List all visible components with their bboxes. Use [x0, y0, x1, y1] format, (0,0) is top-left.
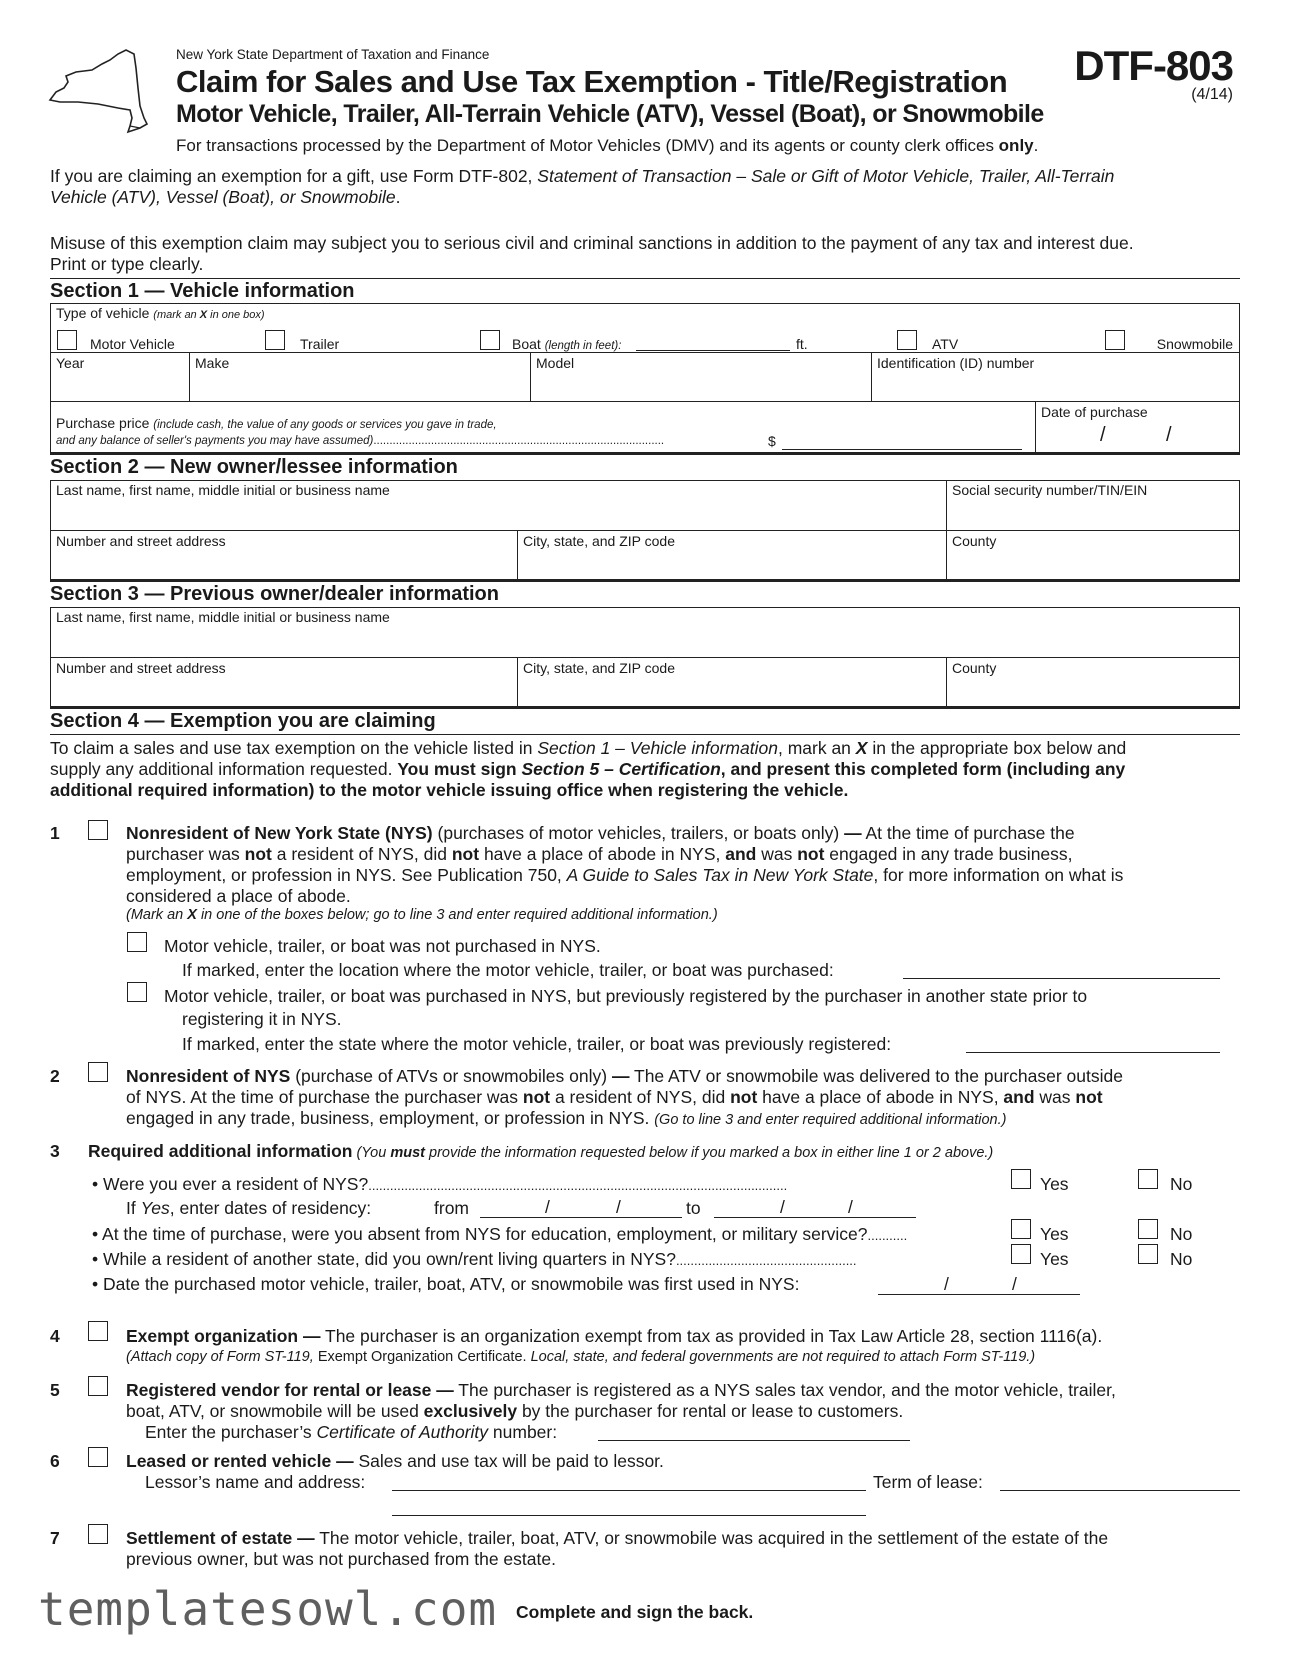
prev-owner-city-label: City, state, and ZIP code	[523, 660, 676, 676]
new-owner-name-label: Last name, first name, middle initial or business name	[56, 482, 390, 498]
line-1-text: Nonresident of New York State (NYS) (purchases of motor vehicles, trailers, or boats only) — At the time of purchase the purchaser was not a resident of NYS, did not have a place of abode in NYS, and was not engaged in any trade business, employment, or profession in NYS. See Publication 750, A Guide to Sales Tax in New York State, for more information on what is considered a place of abode.	[126, 823, 1124, 906]
purchase-price-hint: and any balance of seller's payments you may have assumed)...........................................................................................	[56, 435, 665, 447]
make-field[interactable]	[189, 352, 531, 402]
line-1-option-1-sub: If marked, enter the location where the motor vehicle, trailer, or boat was purchased:	[182, 960, 834, 980]
from-slash-2: /	[616, 1197, 621, 1217]
misuse-warning: Misuse of this exemption claim may subject you to serious civil and criminal sanctions in addition to the payment of any tax and interest due. Print or type clearly.	[50, 233, 1134, 274]
line-4-checkbox[interactable]	[88, 1321, 108, 1341]
new-owner-ssn-label: Social security number/TIN/EIN	[952, 482, 1148, 498]
residency-to-field[interactable]	[714, 1217, 916, 1218]
q3-no-checkbox[interactable]	[1138, 1244, 1158, 1264]
q2-text: • At the time of purchase, were you absent from NYS for education, employment, or military service?...........	[92, 1224, 908, 1244]
q4-text: • Date the purchased motor vehicle, trailer, boat, ATV, or snowmobile was first used in NYS:	[92, 1274, 800, 1294]
term-of-lease-label: Term of lease:	[873, 1472, 983, 1492]
line-6-number: 6	[50, 1451, 60, 1471]
section-2-title: Section 2 — New owner/lessee information	[50, 456, 458, 478]
q3-text: • While a resident of another state, did you own/rent living quarters in NYS?..................................................	[92, 1249, 857, 1269]
section-3-title: Section 3 — Previous owner/dealer information	[50, 583, 499, 605]
from-label: from	[434, 1198, 469, 1218]
form-title: Claim for Sales and Use Tax Exemption - Title/Registration	[176, 64, 1008, 99]
line-5-checkbox[interactable]	[88, 1376, 108, 1396]
year-label: Year	[56, 355, 85, 371]
boat-unit: ft.	[796, 336, 808, 352]
purchase-price-label: Purchase price (include cash, the value of any goods or services you gave in trade,	[56, 415, 497, 431]
line-4-number: 4	[50, 1326, 60, 1346]
to-slash-2: /	[848, 1197, 853, 1217]
form-revision: (4/14)	[1191, 86, 1233, 103]
complete-back-note: Complete and sign the back.	[516, 1602, 754, 1622]
to-label: to	[686, 1198, 701, 1218]
trailer-checkbox[interactable]	[265, 330, 285, 350]
new-owner-street-label: Number and street address	[56, 533, 226, 549]
lessor-name-address-field-2[interactable]	[392, 1515, 866, 1516]
q1-no-label: No	[1170, 1174, 1193, 1194]
boat-label: Boat (length in feet):	[512, 336, 622, 352]
lessor-label: Lessor’s name and address:	[145, 1472, 366, 1492]
line-1-number: 1	[50, 823, 60, 843]
snowmobile-label: Snowmobile	[1156, 336, 1233, 352]
first-used-slash-1: /	[944, 1274, 949, 1294]
line-2-number: 2	[50, 1066, 60, 1086]
prev-owner-county-label: County	[952, 660, 997, 676]
make-label: Make	[195, 355, 230, 371]
certificate-of-authority-field[interactable]	[598, 1440, 910, 1441]
date-slash-2: /	[1166, 424, 1172, 446]
watermark: templatesowl.com	[38, 1582, 498, 1636]
ny-state-outline-icon	[48, 48, 148, 134]
new-owner-county-label: County	[952, 533, 997, 549]
section-4-title: Section 4 — Exemption you are claiming	[50, 710, 436, 732]
residency-from-field[interactable]	[480, 1217, 682, 1218]
q3-yes-label: Yes	[1040, 1249, 1069, 1269]
line-1-option-1-checkbox[interactable]	[127, 932, 147, 952]
purchase-price-field[interactable]	[782, 449, 1022, 450]
form-subtitle: Motor Vehicle, Trailer, All-Terrain Vehicle (ATV), Vessel (Boat), or Snowmobile	[176, 100, 1044, 128]
q3-yes-checkbox[interactable]	[1011, 1244, 1031, 1264]
boat-checkbox[interactable]	[480, 330, 500, 350]
line-7-text: Settlement of estate — The motor vehicle, trailer, boat, ATV, or snowmobile was acquired in the settlement of the estate of the previous owner, but was not purchased from the estate.	[126, 1528, 1109, 1569]
motor-vehicle-label: Motor Vehicle	[90, 336, 175, 352]
line-2-text: Nonresident of NYS (purchase of ATVs or snowmobiles only) — The ATV or snowmobile was delivered to the purchaser outside of NYS. At the time of purchase the purchaser was not a resident of NYS, did not have a place of abode in NYS, and was not engaged in any trade, business, employment, or profession in NYS. (Go to line 3 and enter required additional information.)	[126, 1066, 1123, 1128]
line-5-text: Registered vendor for rental or lease — The purchaser is registered as a NYS sales tax vendor, and the motor vehicle, trailer, boat, ATV, or snowmobile will be used exclusively by the purchaser for rental or lease to customers.	[126, 1380, 1116, 1421]
line-5-coa-label: Enter the purchaser’s Certificate of Authority number:	[145, 1422, 558, 1442]
agency-name: New York State Department of Taxation and Finance	[176, 47, 490, 62]
q1-yes-label: Yes	[1040, 1174, 1069, 1194]
motor-vehicle-checkbox[interactable]	[57, 330, 77, 350]
to-slash-1: /	[780, 1197, 785, 1217]
atv-label: ATV	[932, 336, 959, 352]
line-6-text: Leased or rented vehicle — Sales and use tax will be paid to lessor.	[126, 1451, 664, 1471]
line-2-checkbox[interactable]	[88, 1062, 108, 1082]
vehicle-type-label: Type of vehicle (mark an X in one box)	[56, 305, 265, 321]
prev-owner-street-label: Number and street address	[56, 660, 226, 676]
line-7-checkbox[interactable]	[88, 1524, 108, 1544]
line-3-heading: Required additional information (You must provide the information requested below if you marked a box in either line 1 or 2 above.)	[88, 1141, 994, 1161]
snowmobile-checkbox[interactable]	[1105, 330, 1125, 350]
date-of-purchase-label: Date of purchase	[1041, 404, 1148, 420]
q1-sub-text: If Yes, enter dates of residency:	[126, 1198, 372, 1218]
first-used-slash-2: /	[1012, 1274, 1017, 1294]
line-1-option-2-sub: If marked, enter the state where the motor vehicle, trailer, or boat was previously registered:	[182, 1034, 892, 1054]
new-owner-city-label: City, state, and ZIP code	[523, 533, 676, 549]
gift-instructions: If you are claiming an exemption for a gift, use Form DTF-802, Statement of Transaction – Sale or Gift of Motor Vehicle, Trailer, All-Terrain Vehicle (ATV), Vessel (Boat), or Snowmobile.	[50, 166, 1115, 207]
dollar-sign: $	[768, 433, 776, 449]
atv-checkbox[interactable]	[897, 330, 917, 350]
prev-owner-name-label: Last name, first name, middle initial or business name	[56, 609, 390, 625]
date-slash-1: /	[1100, 424, 1106, 446]
section-1-title: Section 1 — Vehicle information	[50, 280, 355, 302]
q1-text: • Were you ever a resident of NYS?....................................................................................................................	[92, 1174, 788, 1194]
section-4-intro: To claim a sales and use tax exemption on the vehicle listed in Section 1 – Vehicle information, mark an X in the appropriate box below and supply any additional information requested. You must sign Section 5 – Certification, and present this completed form (including any additional required information) to the motor vehicle issuing office when registering the vehicle.	[50, 738, 1127, 800]
line-6-checkbox[interactable]	[88, 1447, 108, 1467]
line-1-hint: (Mark an X in one of the boxes below; go to line 3 and enter required additional information.)	[126, 907, 718, 923]
model-label: Model	[536, 355, 575, 371]
q3-no-label: No	[1170, 1249, 1193, 1269]
processing-note: For transactions processed by the Department of Motor Vehicles (DMV) and its agents or county clerk offices only.	[176, 136, 1039, 155]
line-1-option-1-text: Motor vehicle, trailer, or boat was not purchased in NYS.	[164, 936, 601, 956]
q2-yes-checkbox[interactable]	[1011, 1219, 1031, 1239]
lessor-name-address-field[interactable]	[392, 1490, 866, 1491]
q2-yes-label: Yes	[1040, 1224, 1069, 1244]
term-of-lease-field[interactable]	[1000, 1490, 1240, 1491]
id-number-label: Identification (ID) number	[877, 355, 1035, 371]
first-used-date-field[interactable]	[878, 1294, 1080, 1295]
from-slash-1: /	[545, 1197, 550, 1217]
q2-no-checkbox[interactable]	[1138, 1219, 1158, 1239]
line-3-number: 3	[50, 1141, 60, 1161]
previous-state-field[interactable]	[966, 1052, 1220, 1053]
line-5-number: 5	[50, 1380, 60, 1400]
model-field[interactable]	[530, 352, 872, 402]
line-1-option-2-text: Motor vehicle, trailer, or boat was purchased in NYS, but previously registered by the purchaser in another state prior to	[164, 986, 1088, 1006]
line-7-number: 7	[50, 1528, 60, 1548]
trailer-label: Trailer	[300, 336, 340, 352]
line-1-option-2-cont: registering it in NYS.	[182, 1009, 342, 1029]
q1-yes-checkbox[interactable]	[1011, 1169, 1031, 1189]
line-1-checkbox[interactable]	[88, 820, 108, 840]
purchase-location-field[interactable]	[903, 978, 1220, 979]
line-4-text: Exempt organization — The purchaser is an organization exempt from tax as provided in Tax Law Article 28, section 1116(a).	[126, 1326, 1103, 1346]
q1-no-checkbox[interactable]	[1138, 1169, 1158, 1189]
line-4-hint: (Attach copy of Form ST-119, Exempt Organization Certificate. Local, state, and federal governments are not required to attach Form ST-119.)	[126, 1349, 1036, 1365]
form-number: DTF-803	[1074, 42, 1233, 89]
q2-no-label: No	[1170, 1224, 1193, 1244]
line-1-option-2-checkbox[interactable]	[127, 982, 147, 1002]
boat-length-field[interactable]	[636, 350, 790, 351]
